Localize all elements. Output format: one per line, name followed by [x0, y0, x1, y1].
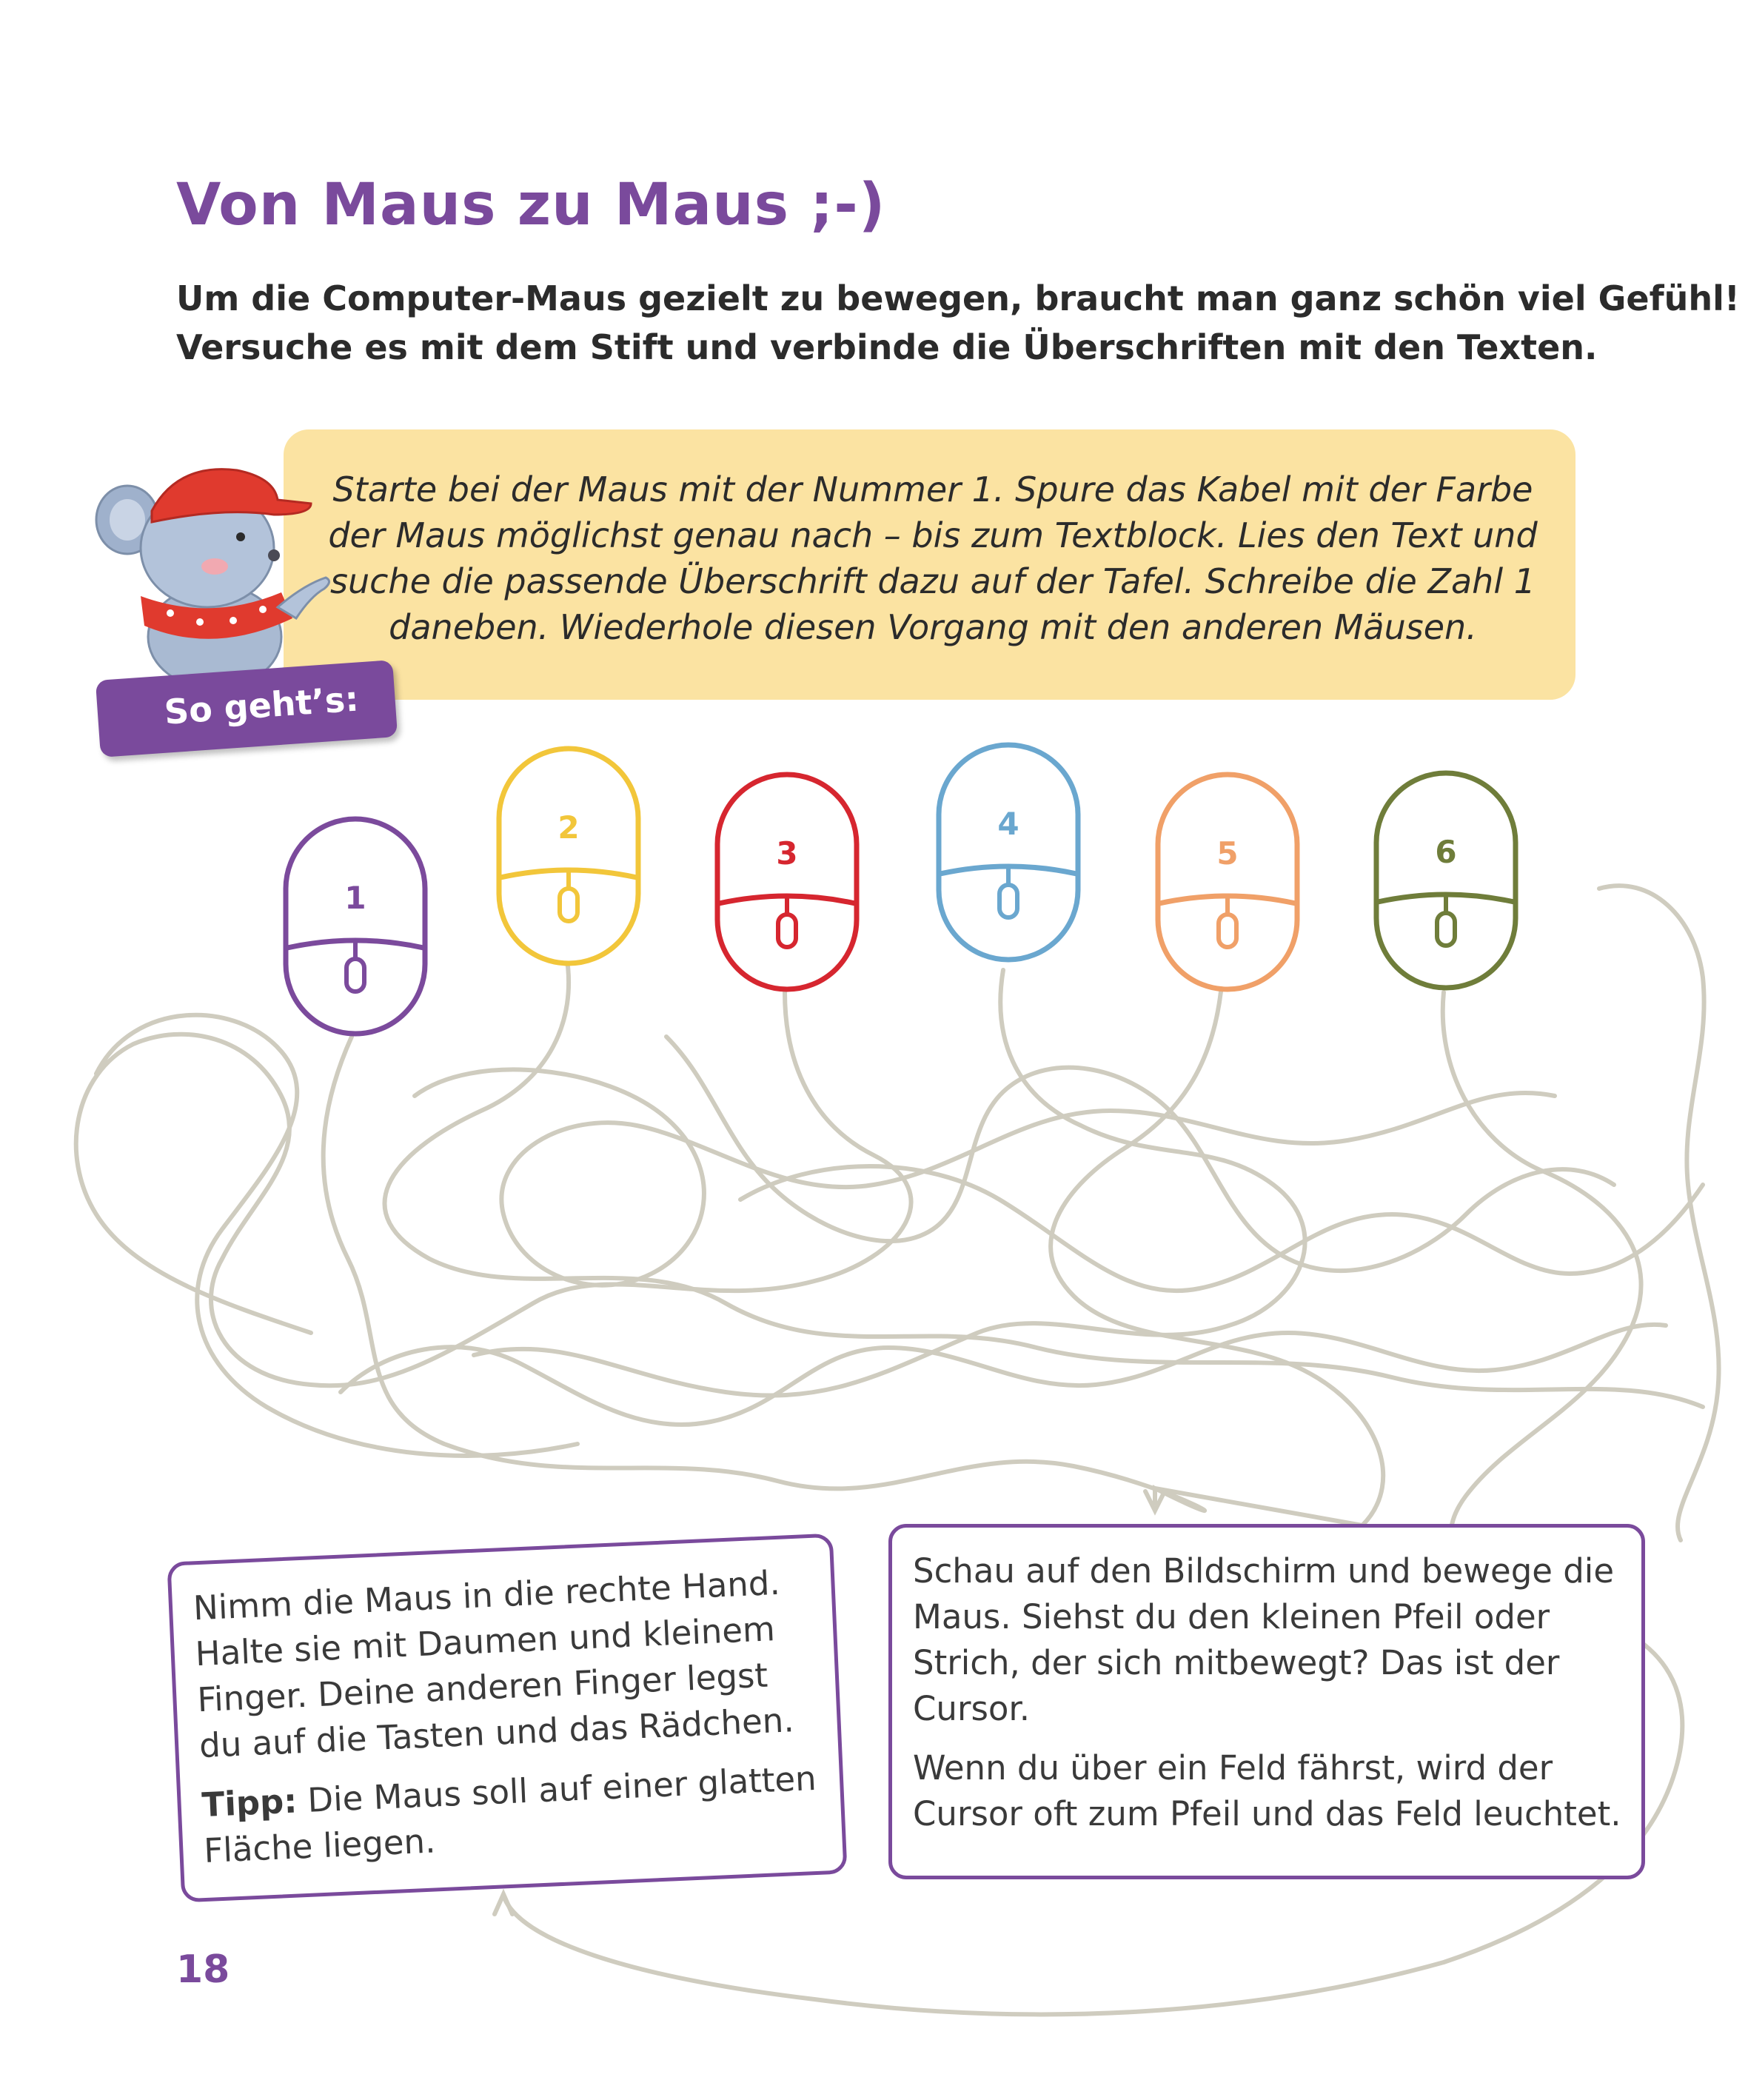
computer-mouse-1 [281, 815, 429, 1044]
instruction-line-1: Starte bei der Maus mit der Nummer 1. Spure das Kabel mit der Farbe [332, 469, 1533, 509]
computer-mouse-6 [1372, 769, 1520, 998]
cable-loop-d [1599, 886, 1719, 1540]
so-gehts-label-text: So geht’s: [163, 678, 361, 732]
page-number: 18 [176, 1947, 230, 1992]
computer-mouse-5 [1153, 770, 1302, 1000]
cable-5 [1051, 985, 1383, 1525]
cable-loop-b [415, 1069, 1555, 1285]
instruction-line-2: der Maus möglichst genau nach – bis zum Textblock. Lies den Text und [328, 515, 1538, 555]
instruction-line-4: daneben. Wiederhole diesen Vorgang mit den anderen Mäusen. [389, 607, 1477, 647]
computer-mouse-2 [495, 744, 643, 974]
mouse-icon [713, 770, 861, 1000]
intro-line-1: Um die Computer-Maus gezielt zu bewegen, braucht man ganz schön viel Gefühl! [176, 278, 1740, 318]
intro-line-2: Versuche es mit dem Stift und verbinde die Überschriften mit den Texten. [176, 327, 1598, 367]
cable-2 [385, 955, 1703, 1407]
tipp-label: Tipp: [201, 1781, 298, 1825]
card-right-para-1: Schau auf den Bildschirm und bewege die Maus. Siehst du den kleinen Pfeil oder Strich, der sich mitbewegt? Das ist der Cursor. [913, 1551, 1614, 1728]
mouse-number: 6 [1435, 834, 1457, 870]
mouse-icon [495, 744, 643, 974]
mouse-number: 2 [557, 809, 580, 846]
text-card-cursor [888, 1524, 1645, 1879]
text-card-hand-position [167, 1534, 847, 1903]
instruction-line-3: suche die passende Überschrift dazu auf der Tafel. Schreibe die Zahl 1 [330, 561, 1536, 601]
page-title: Von Maus zu Maus ;-) [176, 172, 886, 238]
tipp-text: Die Maus soll auf einer glatten Fläche liegen. [203, 1758, 817, 1871]
computer-mouse-4 [934, 740, 1082, 970]
computer-mouse-3 [713, 770, 861, 1000]
mouse-number: 1 [344, 880, 366, 916]
card-right-para-2: Wenn du über ein Feld fährst, wird der Cursor oft zum Pfeil und das Feld leuchtet. [913, 1748, 1621, 1833]
mouse-icon [1153, 770, 1302, 1000]
mouse-icon [934, 740, 1082, 970]
card-left-tipp [201, 1755, 826, 1874]
mouse-icon [281, 815, 429, 1044]
mouse-number: 5 [1216, 835, 1239, 872]
card-left-text: Nimm die Maus in die rechte Hand. Halte sie mit Daumen und kleinem Finger. Deine anderen Finger legst du auf die Tasten und das Rädchen. [192, 1562, 795, 1766]
mouse-number: 3 [776, 835, 798, 872]
mouse-number: 4 [997, 806, 1019, 842]
cable-arrow-up [495, 1894, 512, 1914]
mouse-icon [1372, 769, 1520, 998]
cable-1 [324, 1037, 1205, 1511]
